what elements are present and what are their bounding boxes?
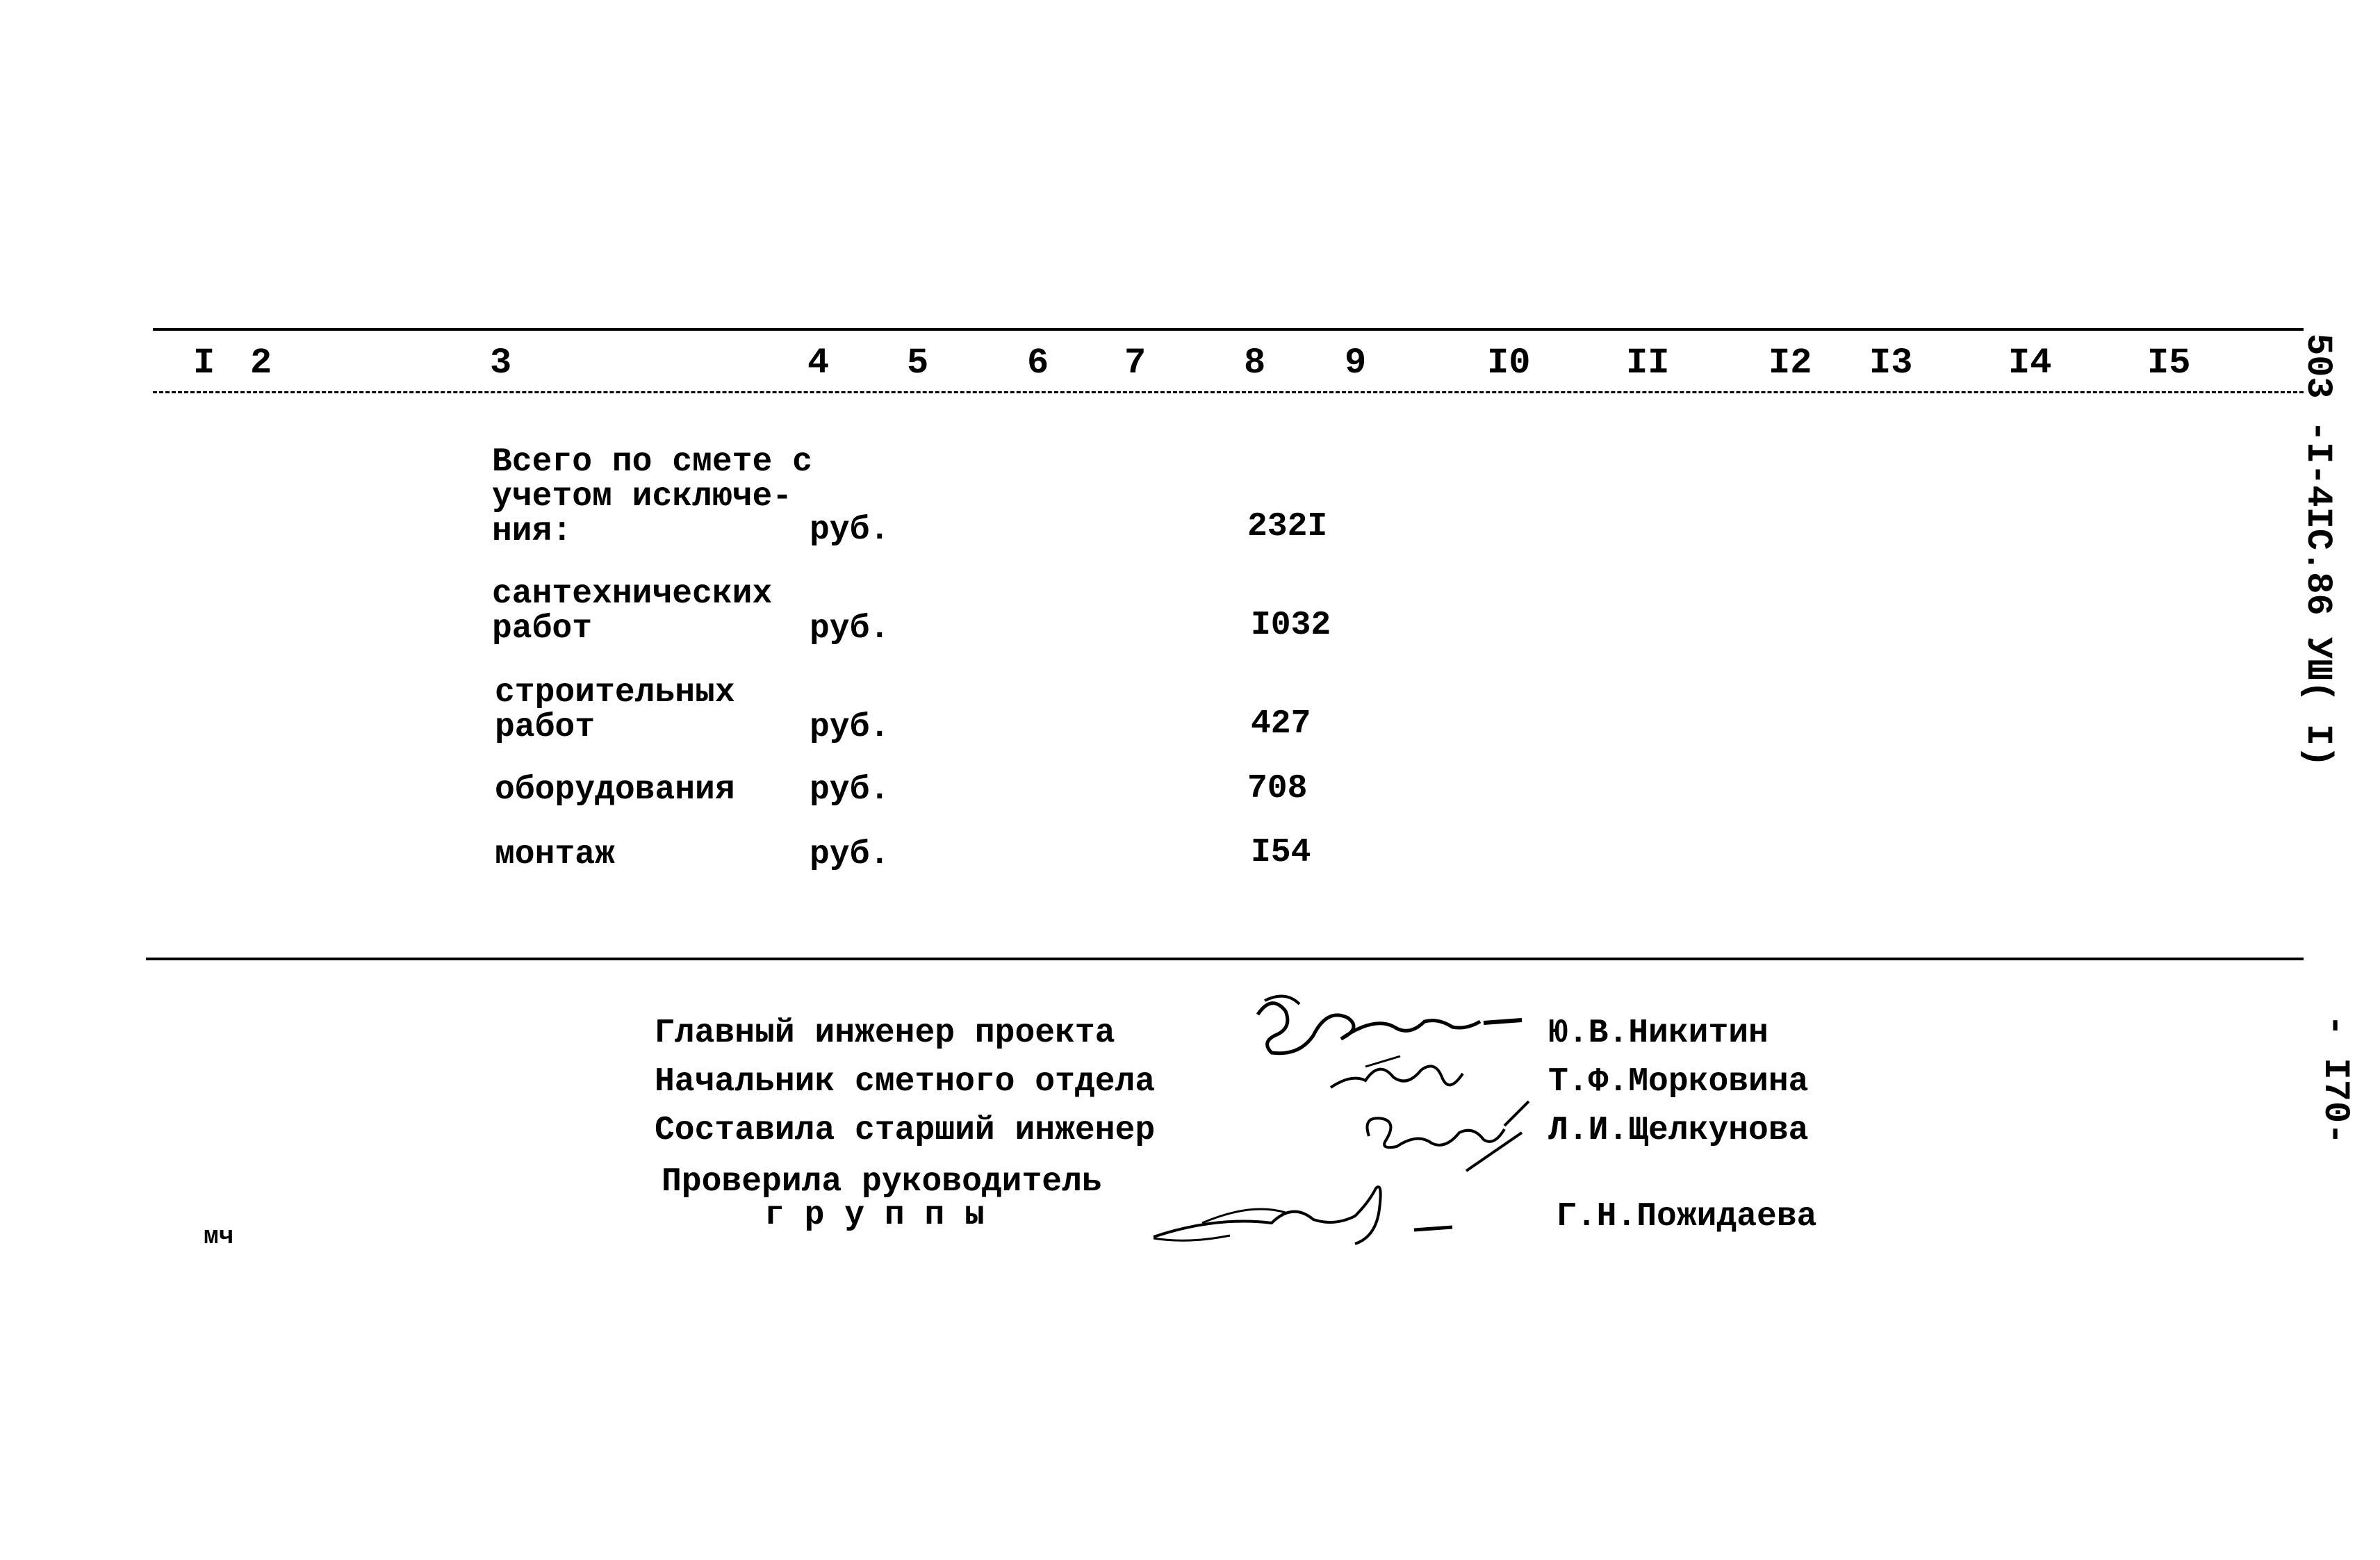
column-number: 9 bbox=[1345, 343, 1367, 384]
column-number: II bbox=[1626, 343, 1670, 384]
column-number: 3 bbox=[490, 343, 512, 384]
row-unit: руб. bbox=[810, 610, 890, 648]
row-value: 708 bbox=[1247, 770, 1308, 807]
row-value: I54 bbox=[1251, 834, 1311, 871]
signature-pozhidaeva bbox=[1147, 1174, 1466, 1258]
signature-name: Г.Н.Пожидаева bbox=[1557, 1198, 1817, 1235]
column-number: 6 bbox=[1027, 343, 1049, 384]
row-unit: руб. bbox=[810, 836, 890, 873]
signature-role-line2: г р у п п ы bbox=[764, 1197, 985, 1234]
row-description: сантехнических работ bbox=[492, 575, 773, 648]
row-unit: руб. bbox=[810, 709, 890, 746]
column-number: 8 bbox=[1244, 343, 1266, 384]
column-number: I bbox=[193, 343, 215, 384]
column-number: I2 bbox=[1768, 343, 1812, 384]
signature-morkovina bbox=[1324, 1046, 1484, 1101]
row-value: 427 bbox=[1251, 705, 1311, 743]
corner-mark: мч bbox=[204, 1222, 234, 1251]
signature-role: Главный инженер проекта bbox=[655, 1015, 1115, 1052]
table-top-rule bbox=[153, 328, 2304, 331]
signature-shchelkunova bbox=[1355, 1094, 1543, 1178]
column-number: 2 bbox=[250, 343, 272, 384]
signature-role: Проверила руководитель bbox=[662, 1163, 1102, 1201]
row-unit: руб. bbox=[810, 771, 890, 809]
row-description: оборудования bbox=[495, 771, 735, 809]
row-description: Всего по смете с учетом исключе-ния: bbox=[492, 443, 812, 550]
column-number: 5 bbox=[907, 343, 929, 384]
row-value: 232I bbox=[1247, 508, 1328, 545]
row-unit: руб. bbox=[810, 511, 890, 549]
column-number: I0 bbox=[1487, 343, 1531, 384]
column-number: I3 bbox=[1869, 343, 1913, 384]
row-description: монтаж bbox=[495, 836, 615, 873]
column-number: 7 bbox=[1124, 343, 1147, 384]
signature-name: Т.Ф.Морковина bbox=[1548, 1063, 1809, 1101]
row-value: I032 bbox=[1251, 607, 1331, 644]
column-number: I5 bbox=[2147, 343, 2191, 384]
column-number: I4 bbox=[2008, 343, 2052, 384]
signature-role: Начальник сметного отдела bbox=[655, 1063, 1156, 1101]
signature-name: Л.И.Щелкунова bbox=[1548, 1112, 1809, 1149]
signature-name: Ю.В.Никитин bbox=[1548, 1015, 1768, 1052]
table-bottom-rule bbox=[146, 958, 2304, 960]
page-number: - I70- bbox=[2315, 1015, 2356, 1145]
document-code: 503 -I-4IC.86 УШ( I) bbox=[2297, 334, 2338, 768]
row-description: строительных работ bbox=[495, 674, 735, 746]
column-number: 4 bbox=[807, 343, 830, 384]
signature-role: Составила старший инженер bbox=[655, 1112, 1156, 1149]
table-header-rule bbox=[153, 391, 2304, 393]
